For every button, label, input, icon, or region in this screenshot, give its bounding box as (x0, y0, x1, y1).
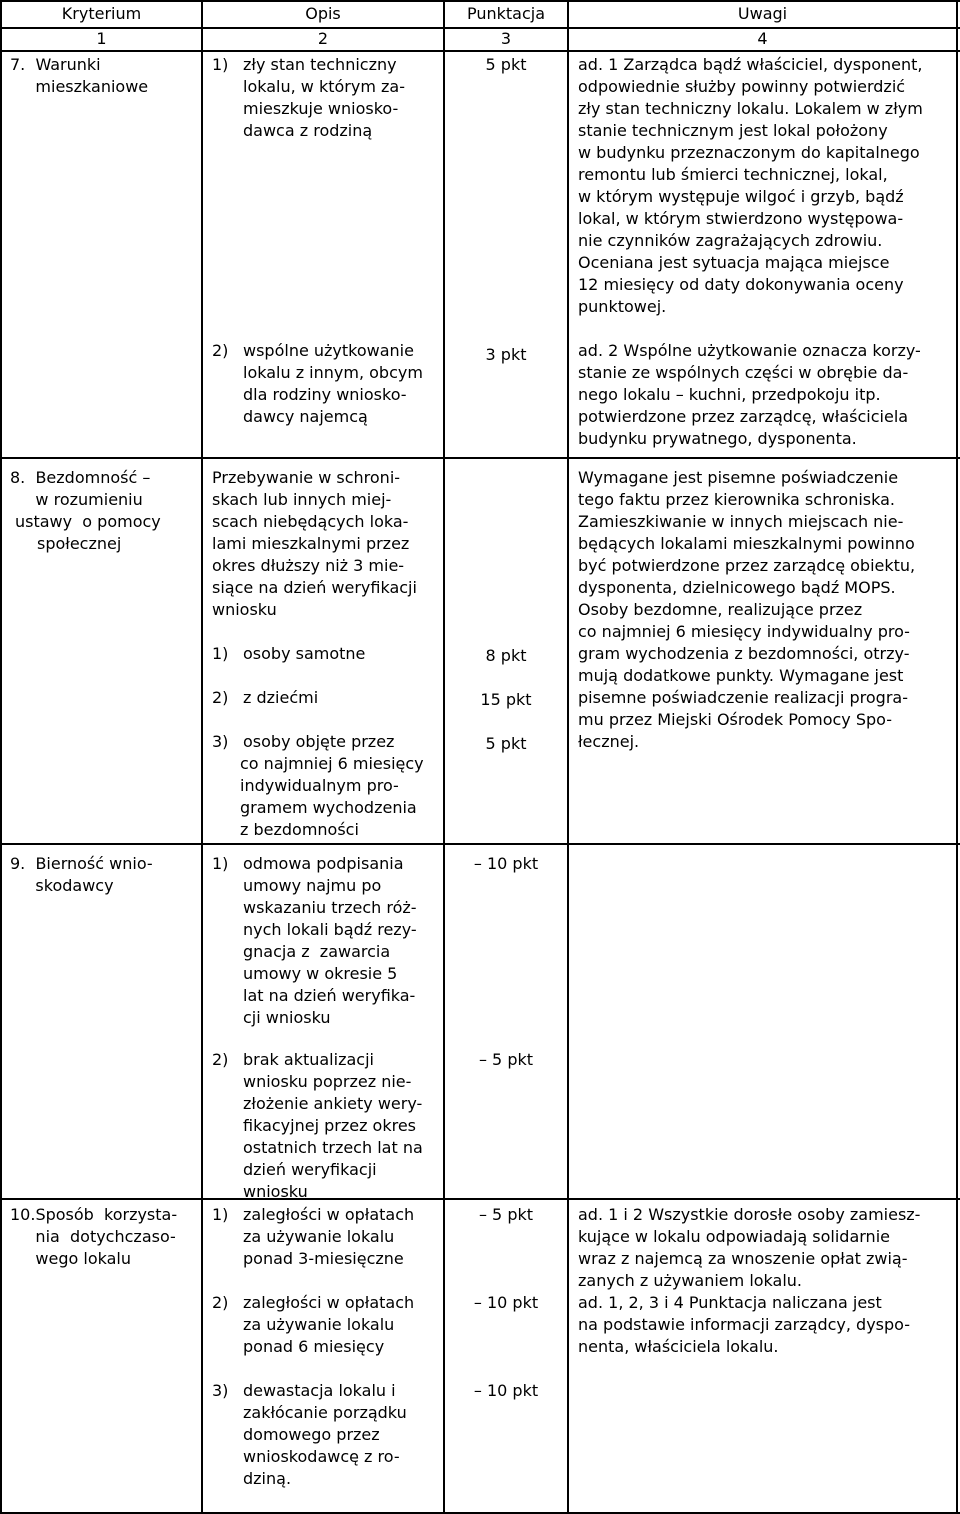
row9-item2-desc-4: fikacyjnej przez okres (243, 1116, 417, 1135)
row7-kryterium-line1: 7. Warunki (10, 55, 101, 74)
row10-kryterium-line3: wego lokalu (10, 1249, 131, 1268)
header-number-2: 2 (317, 29, 329, 48)
border-numbers (0, 50, 960, 52)
row8-intro-5: okres dłuższy niż 3 mie- (212, 556, 405, 575)
row7-item1-desc-1: zły stan techniczny (243, 55, 397, 74)
row8-note-12: mu przez Miejski Ośrodek Pomocy Spo- (578, 710, 893, 729)
row8-item3-number: 3) (212, 732, 229, 751)
row8-note-11: pisemne poświadczenie realizacji progra- (578, 688, 908, 707)
row7-item1-note-11: 12 miesięcy od daty dokonywania oceny (578, 275, 904, 294)
row8-intro-6: siące na dzień weryfikacji (212, 578, 417, 597)
row7-item2-note-5: budynku prywatnego, dysponenta. (578, 429, 857, 448)
row7-item2-points: 3 pkt (485, 345, 527, 364)
header-punktacja: Punktacja (466, 4, 546, 23)
row9-item2-desc-5: ostatnich trzech lat na (243, 1138, 423, 1157)
row10-item1-points: – 5 pkt (478, 1205, 534, 1224)
border-left (0, 0, 2, 1514)
row10-kryterium-line1: 10.Sposób korzysta- (10, 1205, 178, 1224)
row7-item1-note-2: odpowiednie służby powinny potwierdzić (578, 77, 906, 96)
row10-note-2: kujące w lokalu odpowiadają solidarnie (578, 1227, 890, 1246)
row8-item1-points: 8 pkt (485, 646, 527, 665)
row10-note-1: ad. 1 i 2 Wszystkie dorosłe osoby zamiesz- (578, 1205, 921, 1224)
row7-item2-note-3: nego lokalu – kuchni, przedpokoju itp. (578, 385, 881, 404)
row8-intro-3: scach niebędących loka- (212, 512, 409, 531)
row7-item1-points: 5 pkt (485, 55, 527, 74)
row10-note-7: nenta, właściciela lokalu. (578, 1337, 779, 1356)
row9-item1-desc-3: wskazaniu trzech róż- (243, 898, 417, 917)
row8-item2-number: 2) (212, 688, 229, 707)
row8-item1-number: 1) (212, 644, 229, 663)
row10-item2-points: – 10 pkt (473, 1293, 539, 1312)
row8-item3-desc-2: co najmniej 6 miesięcy (240, 754, 424, 773)
row10-item3-desc-2: zakłócanie porządku (243, 1403, 407, 1422)
header-number-4: 4 (757, 29, 768, 48)
row7-item1-note-1: ad. 1 Zarządca bądź właściciel, dysponent, (578, 55, 923, 74)
row7-item1-note-12: punktowej. (578, 297, 667, 316)
row7-item2-number: 2) (212, 341, 229, 360)
row7-item2-note-2: stanie ze wspólnych części w obrębie da- (578, 363, 909, 382)
row10-item1-desc-1: zaległości w opłatach (243, 1205, 415, 1224)
row9-item2-points: – 5 pkt (478, 1050, 534, 1069)
row8-kryterium-line3: ustawy o pomocy (15, 512, 161, 531)
header-number-3: 3 (500, 29, 512, 48)
row8-item2-points: 15 pkt (480, 690, 532, 709)
header-uwagi: Uwagi (737, 4, 788, 23)
row7-item2-desc-3: dla rodziny wniosko- (243, 385, 407, 404)
row8-note-13: łecznej. (578, 732, 640, 751)
row7-item2-desc-1: wspólne użytkowanie (243, 341, 414, 360)
row10-item1-desc-2: za używanie lokalu (243, 1227, 395, 1246)
row10-item3-desc-4: wnioskodawcę z ro- (243, 1447, 400, 1466)
row9-item1-points: – 10 pkt (473, 854, 539, 873)
row8-intro-1: Przebywanie w schroni- (212, 468, 401, 487)
row7-item1-desc-2: lokalu, w którym za- (243, 77, 405, 96)
row10-item3-desc-1: dewastacja lokalu i (243, 1381, 396, 1400)
row10-note-5: ad. 1, 2, 3 i 4 Punktacja naliczana jest (578, 1293, 882, 1312)
row9-item1-desc-7: lat na dzień weryfika- (243, 986, 416, 1005)
row8-note-6: dysponenta, dzielnicowego bądź MOPS. (578, 578, 896, 597)
row9-item1-desc-6: umowy w okresie 5 (243, 964, 398, 983)
row9-kryterium-line1: 9. Bierność wnio- (10, 854, 153, 873)
row9-item2-desc-3: złożenie ankiety wery- (243, 1094, 423, 1113)
row10-item3-points: – 10 pkt (473, 1381, 539, 1400)
row10-item1-number: 1) (212, 1205, 229, 1224)
border-row10 (0, 1198, 960, 1200)
row8-item3-desc-3: indywidualnym pro- (240, 776, 399, 795)
row8-note-5: być potwierdzone przez zarządcę obiektu, (578, 556, 916, 575)
row7-item2-note-4: potwierdzone przez zarządcę, właściciela (578, 407, 909, 426)
row8-intro-7: wniosku (212, 600, 277, 619)
row8-kryterium-line2: w rozumieniu (10, 490, 143, 509)
border-top (0, 0, 960, 2)
row8-note-2: tego faktu przez kierownika schroniska. (578, 490, 896, 509)
row7-item1-note-10: Oceniana jest sytuacja mająca miejsce (578, 253, 890, 272)
border-row9 (0, 843, 960, 845)
row8-note-10: mują dodatkowe punkty. Wymagane jest (578, 666, 904, 685)
row10-item3-desc-5: dziną. (243, 1469, 292, 1488)
border-row8 (0, 457, 960, 459)
col-divider-1 (201, 0, 203, 1514)
row9-item1-number: 1) (212, 854, 229, 873)
row8-item2-desc-1: z dziećmi (243, 688, 319, 707)
row7-item1-note-6: remontu lub śmierci technicznej, lokal, (578, 165, 888, 184)
col-divider-3 (567, 0, 569, 1514)
row10-note-3: wraz z najemcą za wnoszenie opłat zwią- (578, 1249, 908, 1268)
row10-kryterium-line2: nia dotychczaso- (10, 1227, 176, 1246)
row10-item2-desc-2: za używanie lokalu (243, 1315, 395, 1334)
row7-item2-desc-4: dawcy najemcą (243, 407, 368, 426)
row7-item1-note-7: w którym występuje wilgoć i grzyb, bądź (578, 187, 904, 206)
row9-item2-number: 2) (212, 1050, 229, 1069)
row9-item1-desc-1: odmowa podpisania (243, 854, 404, 873)
row9-item1-desc-2: umowy najmu po (243, 876, 382, 895)
row7-item1-note-4: stanie technicznym jest lokal położony (578, 121, 888, 140)
row8-item3-desc-1: osoby objęte przez (243, 732, 395, 751)
row7-item2-note-1: ad. 2 Wspólne użytkowanie oznacza korzy- (578, 341, 921, 360)
row10-item2-desc-1: zaległości w opłatach (243, 1293, 415, 1312)
row7-item1-note-3: zły stan techniczny lokalu. Lokalem w złym (578, 99, 923, 118)
row8-intro-2: skach lub innych miej- (212, 490, 392, 509)
row8-item3-desc-4: gramem wychodzenia (240, 798, 417, 817)
row9-item2-desc-7: wniosku (243, 1182, 308, 1201)
row9-item2-desc-2: wniosku poprzez nie- (243, 1072, 412, 1091)
row7-item1-desc-4: dawca z rodziną (243, 121, 373, 140)
row8-note-4: będących lokalami mieszkalnymi powinno (578, 534, 915, 553)
row8-intro-4: lami mieszkalnymi przez (212, 534, 410, 553)
header-number-1: 1 (96, 29, 107, 48)
row7-item1-number: 1) (212, 55, 229, 74)
row10-item2-desc-3: ponad 6 miesięcy (243, 1337, 385, 1356)
row7-item2-desc-2: lokalu z innym, obcym (243, 363, 423, 382)
row10-item3-number: 3) (212, 1381, 229, 1400)
row10-item3-desc-3: domowego przez (243, 1425, 380, 1444)
col-divider-2 (443, 0, 445, 1514)
row9-kryterium-line2: skodawcy (10, 876, 114, 895)
row8-item1-desc-1: osoby samotne (243, 644, 366, 663)
row7-item1-note-8: lokal, w którym stwierdzono występowa- (578, 209, 904, 228)
row8-item3-points: 5 pkt (485, 734, 527, 753)
row10-note-6: na podstawie informacji zarządcy, dyspo- (578, 1315, 911, 1334)
row8-item3-desc-5: z bezdomności (240, 820, 359, 839)
row8-kryterium-line1: 8. Bezdomność – (10, 468, 151, 487)
row8-note-7: Osoby bezdomne, realizujące przez (578, 600, 863, 619)
header-kryterium: Kryterium (61, 4, 142, 23)
header-opis: Opis (305, 4, 341, 23)
row8-note-3: Zamieszkiwanie w innych miejscach nie- (578, 512, 904, 531)
row10-item1-desc-3: ponad 3-miesięczne (243, 1249, 404, 1268)
row9-item1-desc-5: gnacja z zawarcia (243, 942, 391, 961)
row7-kryterium-line2: mieszkaniowe (10, 77, 149, 96)
row8-note-1: Wymagane jest pisemne poświadczenie (578, 468, 899, 487)
border-right (956, 0, 958, 1514)
row7-item1-note-9: nie czynników zagrażających zdrowiu. (578, 231, 883, 250)
row7-item1-note-5: w budynku przeznaczonym do kapitalnego (578, 143, 920, 162)
row8-note-9: gram wychodzenia z bezdomności, otrzy- (578, 644, 910, 663)
row8-kryterium-line4: społecznej (37, 534, 122, 553)
row10-note-4: zanych z używaniem lokalu. (578, 1271, 803, 1290)
row7-item1-desc-3: mieszkuje wniosko- (243, 99, 399, 118)
row10-item2-number: 2) (212, 1293, 229, 1312)
row9-item2-desc-6: dzień weryfikacji (243, 1160, 377, 1179)
row9-item1-desc-8: cji wniosku (243, 1008, 331, 1027)
row8-note-8: co najmniej 6 miesięcy indywidualny pro- (578, 622, 910, 641)
row9-item2-desc-1: brak aktualizacji (243, 1050, 374, 1069)
row9-item1-desc-4: nych lokali bądź rezy- (243, 920, 417, 939)
